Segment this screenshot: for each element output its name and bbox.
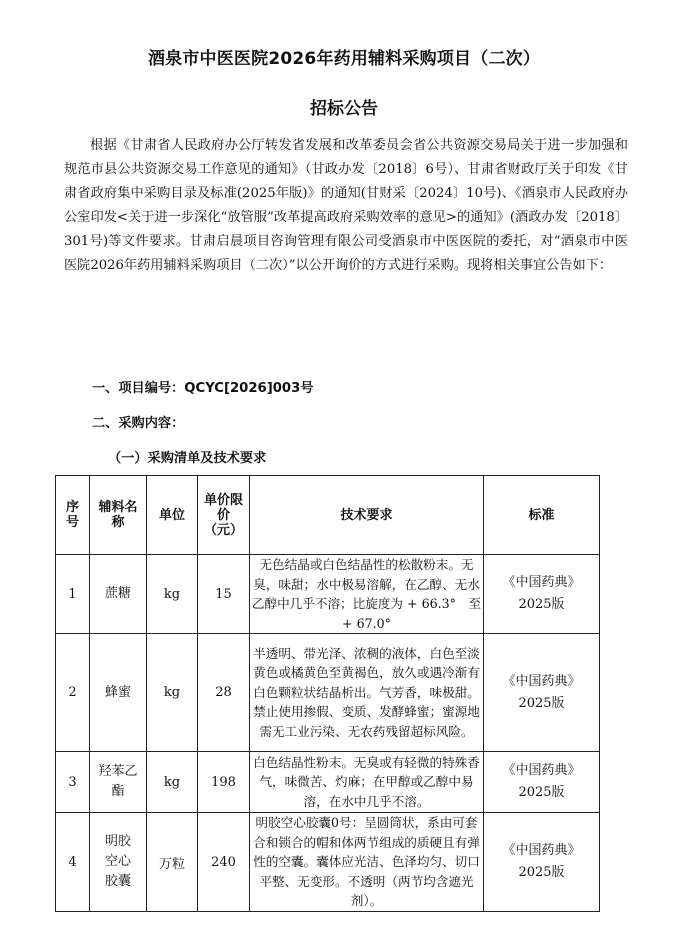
document-subtitle: 招标公告 (310, 99, 378, 119)
cell-tech: 半透明、带光泽、浓稠的液体，白色至淡黄色或橘黄色至黄褐色，放久或遇冷渐有白色颗粒状结晶析出。气芳香，味极甜。禁止使用掺假、变质、发酵蜂蜜；蜜源地需无工业污染、无农药残留超标风险。 (250, 634, 484, 752)
intro-paragraph-block (64, 134, 628, 279)
header-unit: 单位 (147, 476, 198, 555)
document-title: 酒泉市中医医院2026年药用辅料采购项目（二次） (147, 49, 541, 69)
procurement-table (55, 475, 600, 912)
cell-tech: 明胶空心胶囊0号：呈圆筒状，系由可套合和锁合的帽和体两节组成的质硬且有弹性的空囊。囊体应光洁、色泽均匀、切口平整、无变形。不透明（两节均含遮光剂）。 (250, 813, 484, 912)
intro-paragraph: 根据《甘肃省人民政府办公厅转发省发展和改革委员会省公共资源交易局关于进一步加强和规范市县公共资源交易工作意见的通知》（甘政办发〔2018〕6号）、甘肃省财政厅关于印发《甘肃省政府集中采购目录及标准(2025年版)》的通知(甘财采〔2024〕10号)、《酒泉市人民政府办公室印发<关于进一步深化“放管服”改革提高政府采购效率的意见>的通知》(酒政办发〔2018〕301号)等文件要求。甘肃启晨项目咨询管理有限公司受酒泉市中医医院的委托，对“酒泉市中医医院2026年药用辅料采购项目（二次）”以公开询价的方式进行采购。现将相关事宜公告如下： (64, 138, 628, 274)
section-list-and-requirements: （一）采购清单及技术要求 (108, 451, 267, 466)
cell-price: 198 (198, 752, 250, 813)
header-tech: 技术要求 (250, 476, 484, 555)
cell-standard (484, 634, 600, 752)
cell-no: 2 (56, 634, 90, 752)
cell-standard (484, 813, 600, 912)
cell-standard (484, 555, 600, 634)
cell-name: 羟苯乙酯 (90, 752, 147, 813)
table-header-row (56, 476, 600, 555)
table-row (56, 752, 600, 813)
header-name: 辅料名称 (90, 476, 147, 555)
section-project-number: 一、项目编号：QCYC[2026]003号 (92, 381, 314, 396)
standard-text: 《中国药典》2025版 (502, 763, 581, 800)
cell-standard (484, 752, 600, 813)
cell-tech: 无色结晶或白色结晶性的松散粉末。无臭，味甜；水中极易溶解，在乙醇、无水乙醇中几乎不溶；比旋度为 + 66.3° 至 + 67.0° (250, 555, 484, 634)
cell-price: 15 (198, 555, 250, 634)
cell-no: 4 (56, 813, 90, 912)
section-procurement-content: 二、采购内容： (92, 416, 185, 431)
cell-price: 240 (198, 813, 250, 912)
standard-text: 《中国药典》2025版 (502, 843, 581, 880)
cell-unit: kg (147, 634, 198, 752)
header-standard: 标准 (484, 476, 600, 555)
table-row (56, 813, 600, 912)
standard-text: 《中国药典》2025版 (502, 673, 581, 711)
cell-tech: 白色结晶性粉末。无臭或有轻微的特殊香气，味微苦、灼麻；在甲醇或乙醇中易溶，在水中几乎不溶。 (250, 752, 484, 813)
header-no: 序号 (56, 476, 90, 555)
standard-text: 《中国药典》2025版 (502, 575, 581, 612)
table-row (56, 555, 600, 634)
cell-unit: kg (147, 555, 198, 634)
cell-name: 蔗糖 (90, 555, 147, 634)
cell-no: 1 (56, 555, 90, 634)
cell-unit: kg (147, 752, 198, 813)
cell-price: 28 (198, 634, 250, 752)
cell-name: 明胶空心胶囊 (90, 813, 147, 912)
table-row (56, 634, 600, 752)
header-price: 单价限价（元） (198, 476, 250, 555)
cell-unit: 万粒 (147, 813, 198, 912)
cell-no: 3 (56, 752, 90, 813)
cell-name: 蜂蜜 (90, 634, 147, 752)
